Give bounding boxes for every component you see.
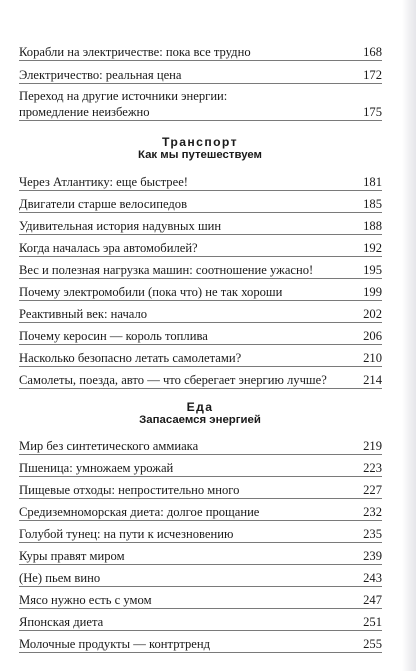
- toc-entry-page: 223: [363, 461, 382, 475]
- toc-entry-page: 172: [363, 68, 382, 82]
- toc-entry-page: 239: [363, 549, 382, 563]
- toc-entry: [19, 526, 382, 543]
- toc-entry: [19, 88, 382, 121]
- toc-entry-title: (Не) пьем вино: [19, 571, 101, 585]
- toc-entry-page: 195: [363, 263, 382, 277]
- toc-entry: [19, 284, 382, 301]
- toc-entry-page: 227: [363, 483, 382, 497]
- toc-entry: [19, 67, 382, 84]
- toc-entry: [19, 482, 382, 499]
- toc-entry-title: Пшеница: умножаем урожай: [19, 461, 174, 475]
- toc-entry-title-line1: Переход на другие источники энергии:: [19, 89, 228, 103]
- toc-entry-page: 219: [363, 439, 382, 453]
- toc-entry: [19, 262, 382, 279]
- toc-entry-title: Реактивный век: начало: [19, 307, 148, 321]
- toc-entry: [19, 218, 382, 235]
- toc-entry-title: Средиземноморская диета: долгое прощание: [19, 505, 260, 519]
- section-title: Еда: [186, 400, 214, 414]
- toc-entry-page: 192: [363, 241, 382, 255]
- toc-entry-page: 199: [363, 285, 382, 299]
- toc-entry-title: Корабли на электричестве: пока все трудно: [19, 45, 251, 59]
- toc-entry-page: 168: [363, 45, 382, 59]
- toc-entry: [19, 636, 382, 653]
- toc-entry-title: Через Атлантику: еще быстрее!: [19, 175, 188, 189]
- toc-entry-page: 206: [363, 329, 382, 343]
- section-header-transport: [0, 135, 400, 161]
- toc-entry-title: Почему керосин — король топлива: [19, 329, 208, 343]
- toc-entry-title: Насколько безопасно летать самолетами?: [19, 351, 242, 365]
- toc-entry-page: 255: [363, 637, 382, 651]
- toc-entry-page: 185: [363, 197, 382, 211]
- toc-entry-page: 243: [363, 571, 382, 585]
- toc-entry-page: 247: [363, 593, 382, 607]
- toc-entry: [19, 174, 382, 191]
- section-subtitle: Запасаемся энергией: [139, 414, 261, 426]
- toc-entry-page: 175: [363, 105, 382, 119]
- toc-entry-title: Куры правят миром: [19, 549, 125, 563]
- toc-entry-page: 232: [363, 505, 382, 519]
- toc-entry: [19, 240, 382, 257]
- toc-entry-title-line2: промедление неизбежно: [19, 105, 150, 119]
- toc-entry-title: Мир без синтетического аммиака: [19, 439, 199, 453]
- toc-entry-page: 188: [363, 219, 382, 233]
- toc-entry-title: Молочные продукты — контртренд: [19, 637, 211, 651]
- toc-entry-page: 210: [363, 351, 382, 365]
- toc-entry: [19, 548, 382, 565]
- toc-entry-page: 181: [363, 175, 382, 189]
- toc-entry-title: Пищевые отходы: непростительно много: [19, 483, 240, 497]
- toc-entry-title: Вес и полезная нагрузка машин: соотношение ужасно!: [19, 263, 314, 277]
- section-header-food: [0, 400, 400, 426]
- toc-entry-title: Голубой тунец: на пути к исчезновению: [19, 527, 234, 541]
- toc-entry: [19, 350, 382, 367]
- toc-entry-title: Двигатели старше велосипедов: [19, 197, 188, 211]
- toc-entry-title: Мясо нужно есть с умом: [19, 593, 152, 607]
- toc-entry: [19, 44, 382, 61]
- section-subtitle: Как мы путешествуем: [138, 149, 262, 161]
- toc-entry-title: Почему электромобили (пока что) не так хороши: [19, 285, 283, 299]
- toc-entry: [19, 328, 382, 345]
- toc-entry: [19, 614, 382, 631]
- toc-entry: [19, 372, 382, 389]
- toc-entry: [19, 306, 382, 323]
- toc-entry-page: 214: [363, 373, 382, 387]
- toc-entry: [19, 460, 382, 477]
- toc-entry-page: 235: [363, 527, 382, 541]
- toc-entry-page: 251: [363, 615, 382, 629]
- toc-entry-title: Самолеты, поезда, авто — что сберегает энергию лучше?: [19, 373, 327, 387]
- toc-entry: [19, 196, 382, 213]
- toc-entry: [19, 504, 382, 521]
- toc-entry: [19, 570, 382, 587]
- toc-entry: [19, 438, 382, 455]
- toc-entry-page: 202: [363, 307, 382, 321]
- page-edge-shadow: [402, 0, 416, 671]
- toc-entry-title: Электричество: реальная цена: [19, 68, 182, 82]
- toc-entry-title: Удивительная история надувных шин: [19, 219, 222, 233]
- toc-entry: [19, 592, 382, 609]
- toc-entry-title: Когда началась эра автомобилей?: [19, 241, 198, 255]
- toc-entry-title: Японская диета: [19, 615, 104, 629]
- section-title: Транспорт: [161, 135, 238, 149]
